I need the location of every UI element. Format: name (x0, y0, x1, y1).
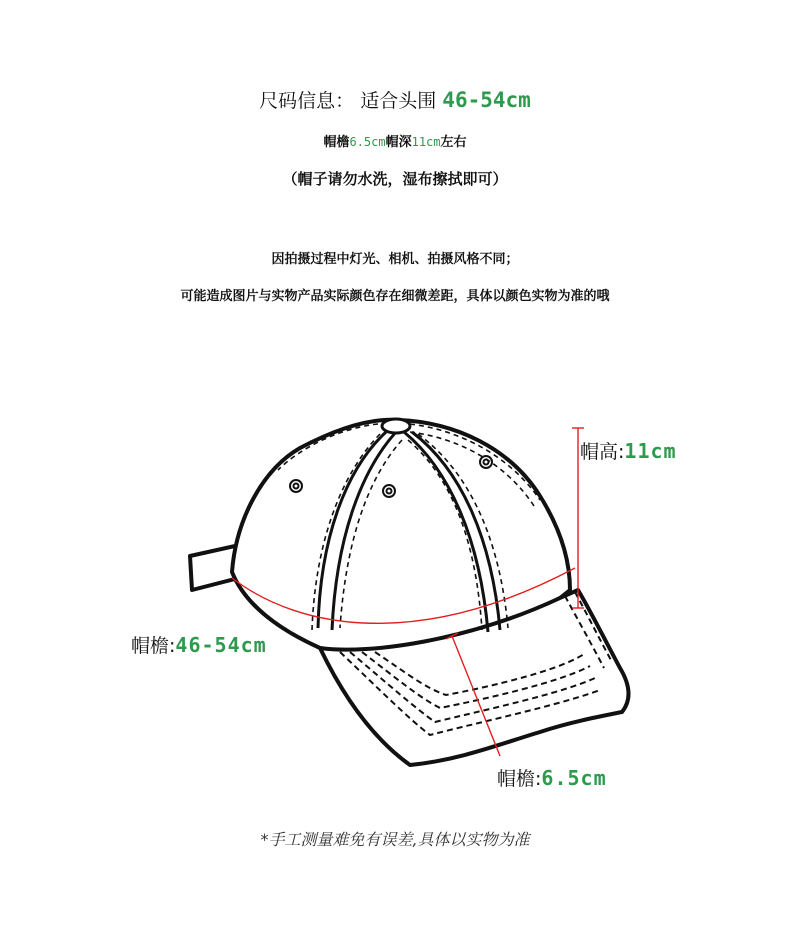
cap-top-button (382, 419, 410, 433)
circumference-dimension-label (131, 631, 267, 658)
measurement-footnote: *手工测量难免有误差,具体以实物为准 (260, 830, 530, 849)
approx-label: 左右 (440, 135, 467, 150)
color-note-line1: 因拍摄过程中灯光、相机、拍摄风格不同； (271, 252, 519, 267)
height-label: 帽高: (580, 441, 625, 463)
brim-spec-label: 帽檐 (323, 135, 350, 150)
circumference-label: 帽檐: (131, 635, 176, 657)
size-info-label: 尺码信息： (259, 90, 355, 112)
care-instruction: （帽子请勿水洗，湿布擦拭即可） (282, 170, 508, 188)
fit-label: 适合头围 (360, 90, 437, 112)
color-note-line2: 可能造成图片与实物产品实际颜色存在细微差距，具体以颜色实物为准的哦 (180, 289, 610, 304)
brim-spec-value: 6.5cm (349, 135, 386, 149)
brim-label: 帽檐: (497, 768, 542, 790)
height-value: 11cm (624, 439, 677, 463)
circumference-value: 46-54cm (175, 633, 267, 657)
brim-value: 6.5cm (541, 766, 607, 790)
brim-dimension-label (497, 764, 607, 791)
depth-spec-label: 帽深 (385, 135, 412, 150)
depth-spec-value: 11cm (411, 135, 441, 149)
fit-value: 46-54cm (442, 88, 531, 112)
height-dimension-label (580, 437, 677, 464)
